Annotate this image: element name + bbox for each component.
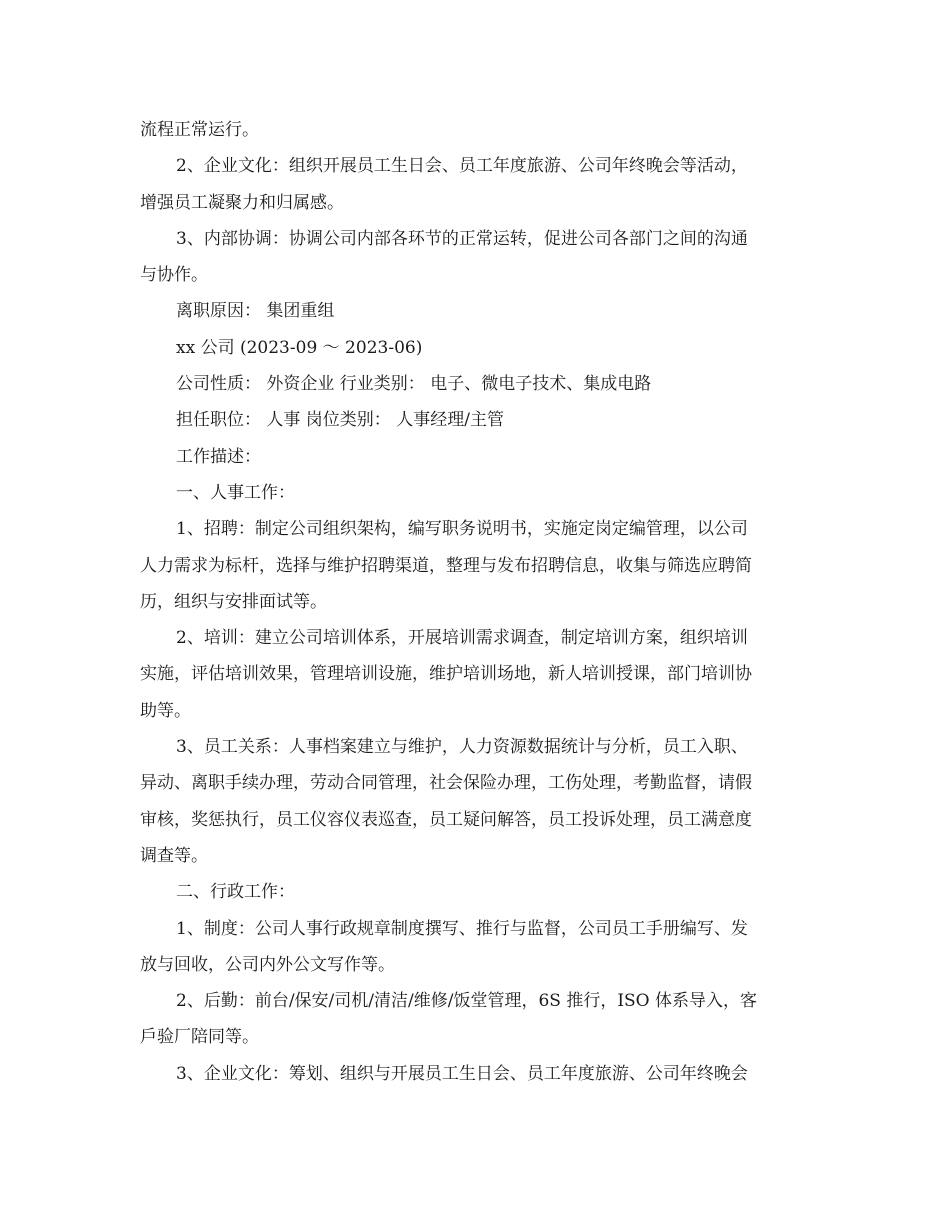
text-line: 离职原因： 集团重组	[176, 301, 335, 322]
text-line: 工作描述：	[176, 446, 261, 467]
text-line: 担任职位： 人事 岗位类别： 人事经理/主管	[176, 410, 504, 431]
text-line: 调查等。	[140, 845, 208, 866]
text-line: 二、行政工作：	[176, 882, 295, 903]
text-line: 3、企业文化：筹划、组织与开展员工生日会、员工年度旅游、公司年终晚会	[176, 1063, 748, 1084]
text-line: 公司性质： 外资企业 行业类别： 电子、微电子技术、集成电路	[176, 374, 652, 395]
text-line: 1、制度：公司人事行政规章制度撰写、推行与监督，公司员工手册编写、发	[176, 918, 748, 939]
text-line: 实施，评估培训效果，管理培训设施，维护培训场地，新人培训授课，部门培训协	[140, 664, 752, 685]
text-line: 异动、离职手续办理，劳动合同管理，社会保险办理，工伤处理，考勤监督，请假	[140, 773, 752, 794]
text-line: 流程正常运行。	[140, 120, 259, 140]
text-line: 审核，奖惩执行，员工仪容仪表巡查，员工疑问解答，员工投诉处理，员工满意度	[140, 809, 752, 830]
text-line: 与协作。	[140, 265, 208, 286]
text-line: 2、培训：建立公司培训体系，开展培训需求调查，制定培训方案，组织培训	[176, 628, 748, 649]
text-line: 戶验厂陪同等。	[140, 1027, 259, 1048]
text-line: 人力需求为标杆，选择与维护招聘渠道，整理与发布招聘信息，收集与筛选应聘简	[140, 555, 752, 576]
text-line: 历，组织与安排面试等。	[140, 591, 327, 612]
text-line: 增强员工凝聚力和归属感。	[140, 192, 344, 213]
text-line: 1、招聘：制定公司组织架构，编写职务说明书，实施定岗定编管理，以公司	[176, 519, 748, 540]
text-line: 一、人事工作：	[176, 482, 295, 503]
text-line: 3、员工关系：人事档案建立与维护，人力资源数据统计与分析，员工入职、	[176, 737, 748, 758]
text-line: 2、企业文化：组织开展员工生日会、员工年度旅游、公司年终晚会等活动，	[176, 156, 748, 177]
text-line: 3、内部协调：协调公司内部各环节的正常运转，促进公司各部门之间的沟通	[176, 228, 748, 249]
text-line: xx 公司 (2023-09 ～ 2023-06)	[176, 337, 423, 358]
text-line: 2、后勤：前台/保安/司机/清洁/维修/饭堂管理，6S 推行，ISO 体系导入，客	[176, 991, 758, 1012]
text-line: 助等。	[140, 700, 191, 721]
document-body	[140, 112, 812, 1092]
text-line: 放与回收，公司内外公文写作等。	[140, 954, 395, 975]
